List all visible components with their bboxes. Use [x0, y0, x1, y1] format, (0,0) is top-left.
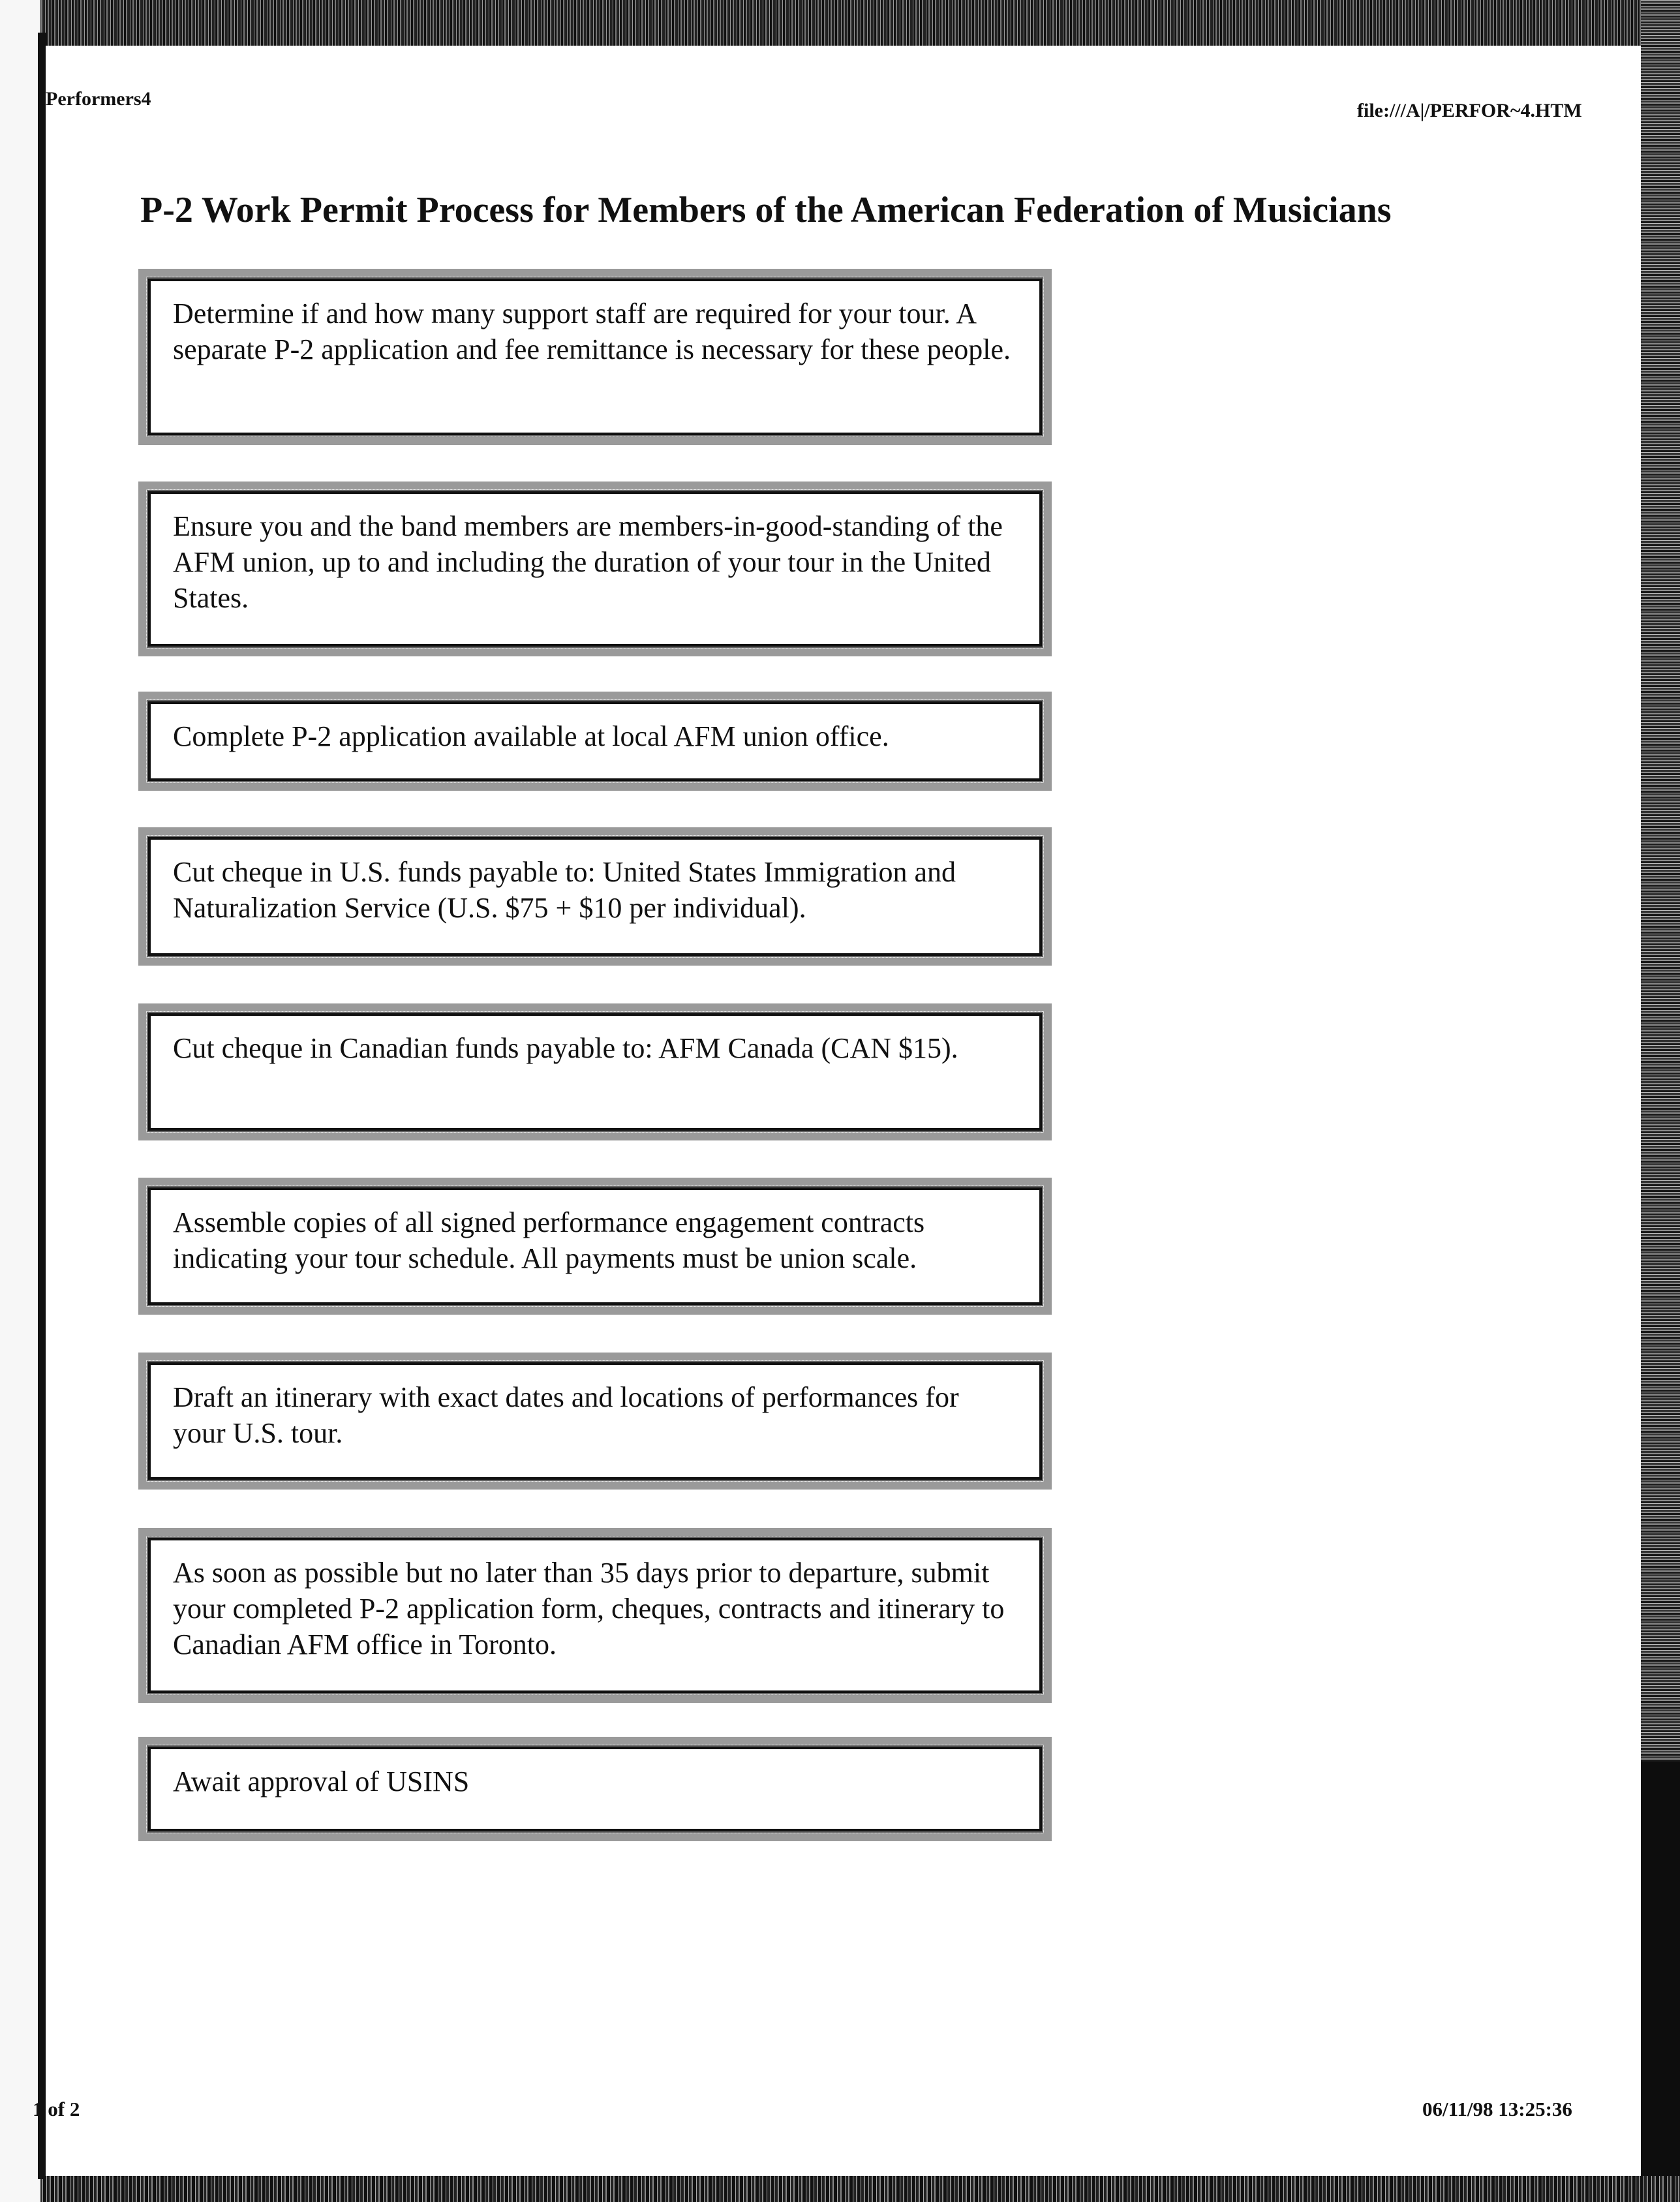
step-text-3: Complete P-2 application available at local AFM union office. — [148, 701, 1042, 781]
step-text-4: Cut cheque in U.S. funds payable to: United States Immigration and Naturalization Service (U.S. $75 + $10 per individual). — [148, 837, 1042, 956]
step-box-9 — [138, 1737, 1052, 1841]
step-box-2 — [138, 482, 1052, 656]
step-box-3 — [138, 692, 1052, 791]
step-text-9: Await approval of USINS — [148, 1747, 1042, 1831]
document-title: P-2 Work Permit Process for Members of the American Federation of Musicians — [140, 190, 1392, 230]
step-box-6 — [138, 1178, 1052, 1315]
step-text-5: Cut cheque in Canadian funds payable to: AFM Canada (CAN $15). — [148, 1013, 1042, 1131]
print-timestamp: 06/11/98 13:25:36 — [1422, 2098, 1572, 2120]
step-box-1 — [138, 269, 1052, 445]
step-box-7 — [138, 1353, 1052, 1490]
step-text-1: Determine if and how many support staff are required for your tour. A separate P-2 application and fee remittance is necessary for these people. — [148, 279, 1042, 435]
step-text-7: Draft an itinerary with exact dates and locations of performances for your U.S. tour. — [148, 1362, 1042, 1480]
step-box-8 — [138, 1528, 1052, 1703]
scan-border-top — [0, 0, 1680, 46]
header-file-path: file:///A|/PERFOR~4.HTM — [1357, 100, 1582, 121]
scan-shadow-right — [1634, 1762, 1680, 2202]
step-text-2: Ensure you and the band members are members-in-good-standing of the AFM union, up to and including the duration of your tour in the United States. — [148, 491, 1042, 647]
step-text-8: As soon as possible but no later than 35 days prior to departure, submit your completed P-2 application form, cheques, contracts and itinerary to Canadian AFM office in Toronto. — [148, 1538, 1042, 1693]
header-page-title: Performers4 — [46, 88, 151, 110]
step-box-4 — [138, 827, 1052, 966]
step-text-6: Assemble copies of all signed performance engagement contracts indicating your tour schedule. All payments must be union scale. — [148, 1187, 1042, 1305]
scan-margin-left — [0, 0, 40, 2202]
page-indicator: 1 of 2 — [33, 2098, 80, 2120]
step-box-5 — [138, 1003, 1052, 1140]
scan-edge-line — [38, 33, 46, 2179]
scan-border-bottom — [0, 2176, 1680, 2202]
